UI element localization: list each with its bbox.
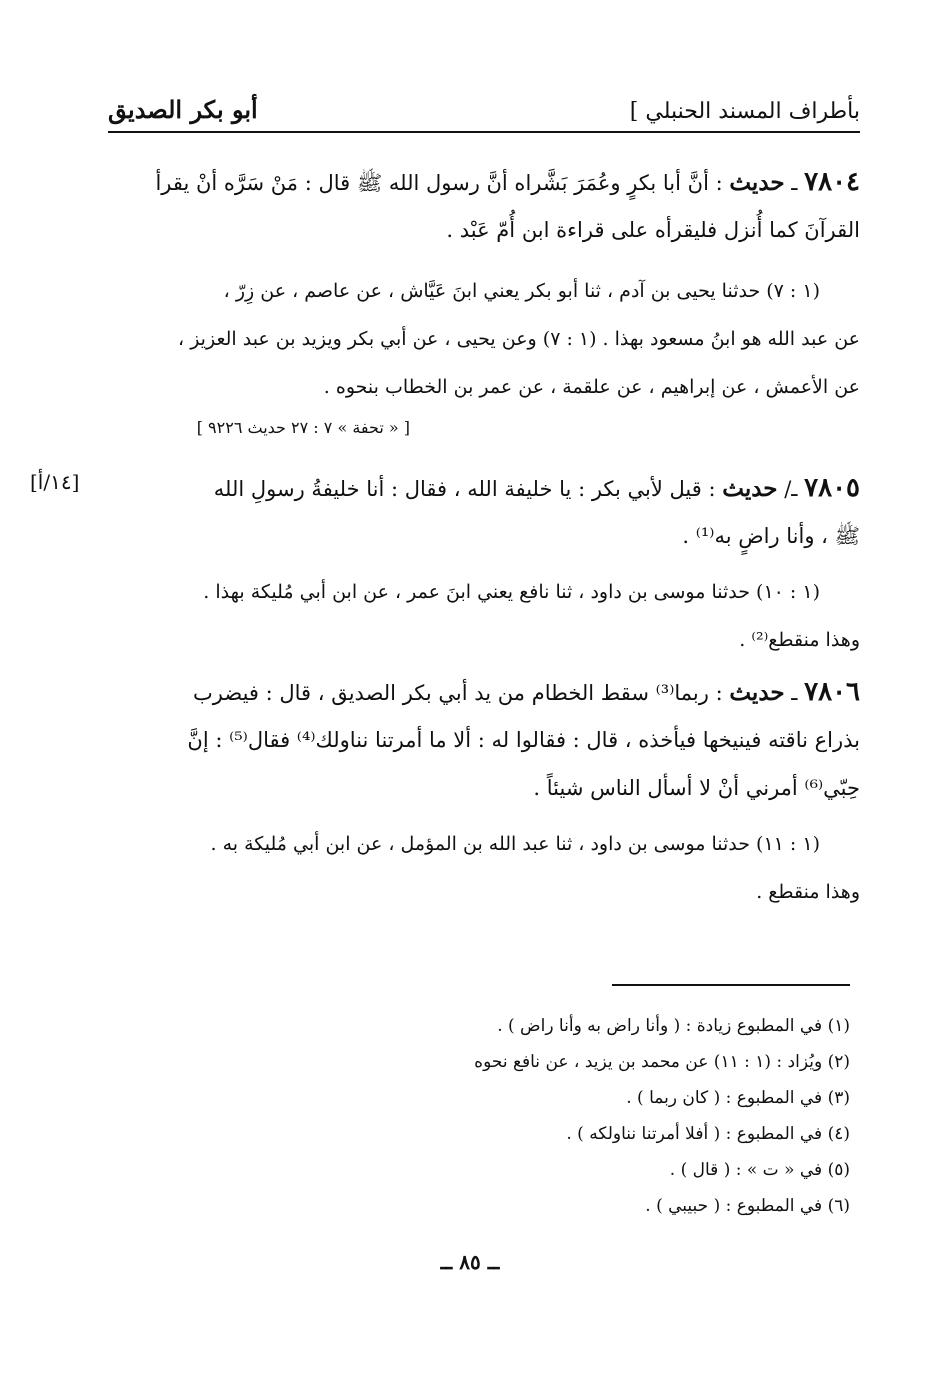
hadith-keyword: حديث <box>729 169 785 196</box>
hadith-7804-line-2: القرآنَ كما أُنزل فليقرأه على قراءة ابن أُمّ عَبْد . <box>446 218 860 242</box>
hadith-7806-line-2: بذراع ناقته فينيخها فيأخذه ، قال : فقالوا له : ألا ما أمرتنا نناولك⁽⁴⁾ فقال⁽⁵⁾ : إنَّ <box>187 728 860 752</box>
hadith-number: ٧٨٠٤ <box>804 167 860 197</box>
sanad-7804-line-1: (١ : ٧) حدثنا يحيى بن آدم ، ثنا أبو بكر يعني ابنَ عَيَّاش ، عن عاصم ، عن زِرّ ، <box>223 280 820 302</box>
footnote: (٦) في المطبوع : ( حبيبي ) . <box>645 1196 850 1216</box>
sanad-7804-line-2: عن عبد الله هو ابنُ مسعود بهذا . (١ : ٧) وعن يحيى ، عن أبي بكر ويزيد بن عبد العزيز ، <box>178 328 860 350</box>
hadith-7805-line-2: ﷺ ، وأنا راضٍ به⁽¹⁾ . <box>682 524 860 548</box>
hadith-7804-line-1: ٧٨٠٤ ـ حديث : أنَّ أبا بكرٍ وعُمَرَ بَشَّراه أنَّ رسول الله ﷺ قال : مَنْ سَرَّه أنْ يقرأ <box>155 167 860 197</box>
hadith-number: ٧٨٠٥ <box>804 473 860 503</box>
hadith-text: : قيل لأبي بكر : يا خليفة الله ، فقال : أنا خليفةُ رسولِ الله <box>213 477 716 501</box>
sanad-7805-line-1: (١ : ١٠) حدثنا موسى بن داود ، ثنا نافع يعني ابنَ عمر ، عن ابن أبي مُليكة بهذا . <box>203 581 820 603</box>
hadith-7805 <box>108 464 860 560</box>
footnote-rule <box>612 984 850 986</box>
footnote: (٤) في المطبوع : ( أفلا أمرتنا نناولكه ) . <box>566 1124 850 1144</box>
footnote: (١) في المطبوع زيادة : ( وأنا راض به وأنا راض ) . <box>497 1016 850 1036</box>
section-title: أبو بكر الصديق <box>108 95 258 124</box>
footnote: (٢) ويُزاد : (١ : ١١) عن محمد بن يزيد ، عن نافع نحوه <box>474 1052 850 1072</box>
hadith-7806 <box>108 668 860 812</box>
hadith-7806-line-1: ٧٨٠٦ ـ حديث : ربما⁽³⁾ سقط الخطام من يد أبي بكر الصديق ، قال : فيضرب <box>193 677 860 707</box>
sanad-7804-line-3: عن الأعمش ، عن إبراهيم ، عن علقمة ، عن عمر بن الخطاب بنحوه . <box>323 376 860 398</box>
hadith-text: : ربما⁽³⁾ سقط الخطام من يد أبي بكر الصديق ، قال : فيضرب <box>193 681 723 705</box>
sanad-7805-line-2: وهذا منقطع⁽²⁾ . <box>739 629 860 651</box>
sanad-7806-line-2: وهذا منقطع . <box>756 881 860 903</box>
page-number: ــ ٨٥ ــ <box>440 1250 500 1274</box>
sanad-7805 <box>108 568 860 664</box>
hadith-7804 <box>108 158 860 254</box>
hadith-slash: ـ/ <box>784 477 798 501</box>
footnote: (٣) في المطبوع : ( كان ربما ) . <box>626 1088 850 1108</box>
hadith-7805-line-1 <box>108 464 860 512</box>
hadith-text: : أنَّ أبا بكرٍ وعُمَرَ بَشَّراه أنَّ رسول الله ﷺ قال : مَنْ سَرَّه أنْ يقرأ <box>155 171 723 195</box>
sanad-7806 <box>108 820 860 916</box>
hadith-7806-line-3: حِبّي⁽⁶⁾ أمرني أنْ لا أسأل الناس شيئاً . <box>533 776 860 800</box>
sanad-7804 <box>108 267 860 411</box>
footnotes <box>300 1008 850 1224</box>
footnote: (٥) في « ت » : ( قال ) . <box>669 1160 850 1180</box>
hadith-keyword: حديث <box>722 475 778 502</box>
book-title: بأطراف المسند الحنبلي ] <box>629 99 860 124</box>
tuhfa-reference: [ « تحفة » ٧ : ٢٧ حديث ٩٢٢٦ ] <box>196 418 410 437</box>
hadith-keyword: حديث <box>729 679 785 706</box>
manuscript-folio-marker: [١٤/أ] <box>30 470 80 494</box>
hadith-number: ٧٨٠٦ <box>804 677 860 707</box>
sanad-7806-line-1: (١ : ١١) حدثنا موسى بن داود ، ثنا عبد الله بن المؤمل ، عن ابن أبي مُليكة به . <box>210 833 820 855</box>
running-header <box>108 95 860 131</box>
header-rule <box>108 131 860 133</box>
